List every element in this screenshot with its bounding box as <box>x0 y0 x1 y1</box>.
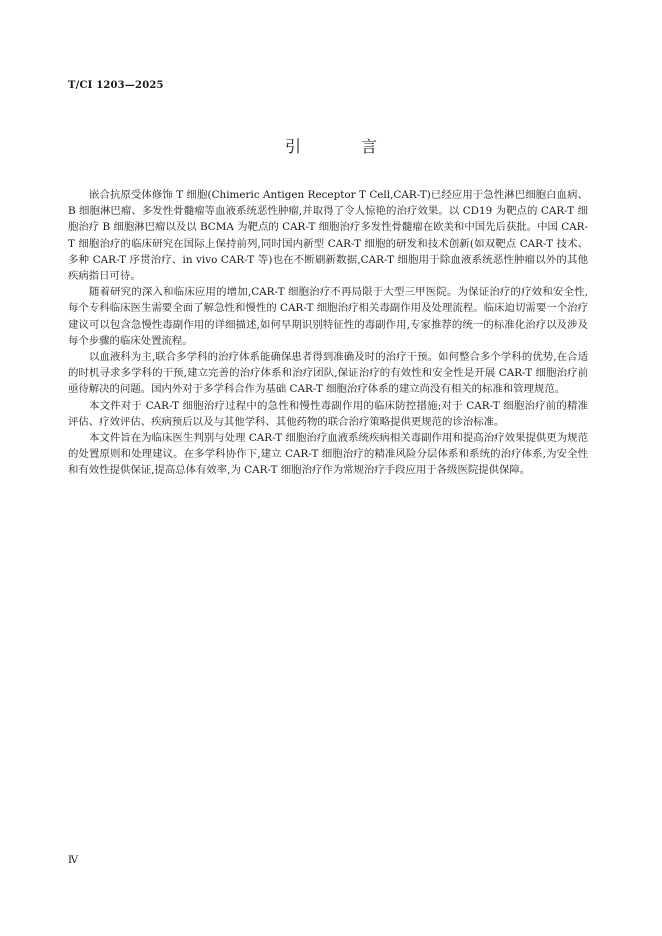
paragraph-car-t-overview: 嵌合抗原受体修饰 T 细胞(Chimeric Antigen Receptor T Cell,CAR-T)已经应用于急性淋巴细胞白血病、B 细胞淋巴瘤、多发性骨髓瘤等血液系统恶性肿瘤,并取得了令人惊艳的治疗效果。以 CD19 为靶点的 CAR-T 细胞治疗 B 细胞淋巴瘤以及以 BCMA 为靶点的 CAR-T 细胞治疗多发性骨髓瘤在欧美和中国先后获批。中国 CAR-T 细胞治疗的临床研究在国际上保持前列,同时国内新型 CAR-T 细胞的研发和技术创新(如双靶点 CAR-T 技术、多种 CAR-T 序贯治疗、in vivo CAR-T 等)也在不断刷新数据,CAR-T 细胞用于除血液系统恶性肿瘤以外的其他疾病指日可待。 <box>68 189 588 283</box>
document-code: T/CI 1203—2025 <box>68 80 164 91</box>
paragraph-multidisciplinary: 以血液科为主,联合多学科的治疗体系能确保患者得到准确及时的治疗干预。如何整合多个学科的优势,在合适的时机寻求多学科的干预,建立完善的治疗体系和治疗团队,保证治疗的有效性和安全性是开展 CAR-T 细胞治疗前亟待解决的问题。国内外对于多学科合作为基础 CAR-T 细胞治疗体系的建立尚没有相关的标准和管理规范。 <box>68 351 588 396</box>
paragraph-clinical-need: 随着研究的深入和临床应用的增加,CAR-T 细胞治疗不再局限于大型三甲医院。为保证治疗的疗效和安全性,每个专科临床医生需要全面了解急性和慢性的 CAR-T 细胞治疗相关毒副作用及处理流程。临床迫切需要一个治疗建议可以包含急慢性毒副作用的详细描述,如何早期识别特征性的毒副作用,专家推荐的统一的标准化治疗以及涉及每个步骤的临床处置流程。 <box>68 286 588 347</box>
paragraph-document-scope: 本文件对于 CAR-T 细胞治疗过程中的急性和慢性毒副作用的临床防控措施;对于 CAR-T 细胞治疗前的精准评估、疗效评估、疾病预后以及与其他学科、其他药物的联合治疗策略提供更规范的诊治标准。 <box>68 399 588 428</box>
introduction-body <box>68 187 588 479</box>
page-title: 引 言 <box>284 137 399 156</box>
page-number: Ⅳ <box>68 855 78 866</box>
paragraph-document-purpose: 本文件旨在为临床医生判别与处理 CAR-T 细胞治疗血液系统疾病相关毒副作用和提高治疗效果提供更为规范的处置原则和处理建议。在多学科协作下,建立 CAR-T 细胞治疗的精准风险分层体系和系统的治疗体系,为安全性和有效性提供保证,提高总体有效率,为 CAR-T 细胞治疗作为常规治疗手段应用于各级医院提供保障。 <box>68 432 588 477</box>
